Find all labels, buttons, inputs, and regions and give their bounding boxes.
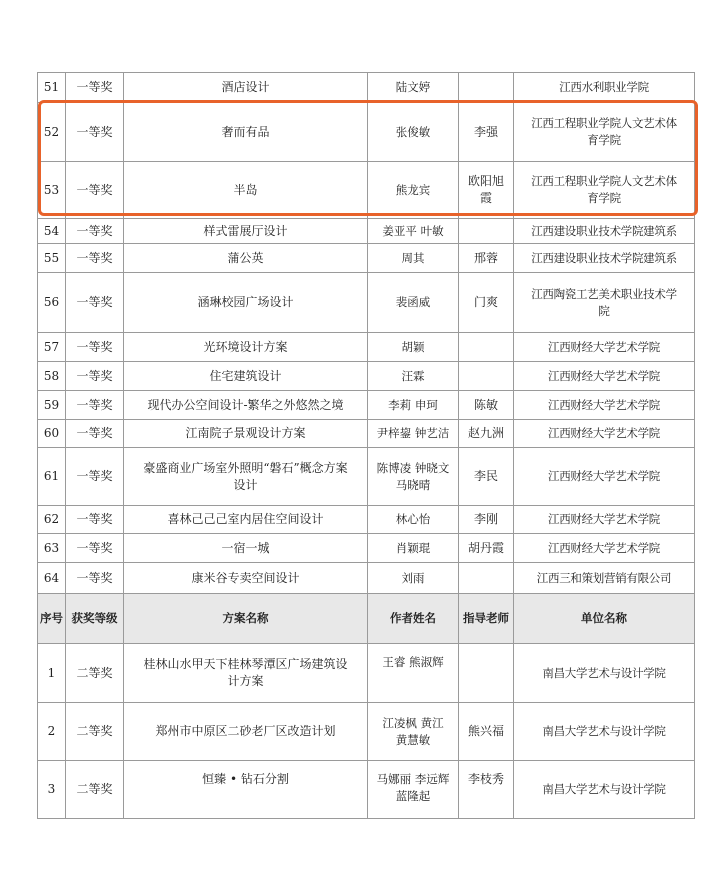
cell-index: 55 [38,244,66,273]
cell-index: 64 [38,563,66,594]
cell-project: 江南院子景观设计方案 [124,420,368,448]
cell-advisor: 熊兴福 [459,703,514,761]
table-row [38,103,695,162]
table-row [38,244,695,273]
cell-project: 桂林山水甲天下桂林琴潭区广场建筑设 计方案 [124,644,368,703]
cell-author: 汪霖 [368,362,459,391]
cell-index: 51 [38,73,66,103]
cell-org: 江西建设职业技术学院建筑系 [514,219,695,244]
cell-author: 李莉 申珂 [368,391,459,420]
cell-advisor: 赵九洲 [459,420,514,448]
cell-advisor [459,73,514,103]
header-project: 方案名称 [124,594,368,644]
cell-level: 一等奖 [66,420,124,448]
cell-org: 南昌大学艺术与设计学院 [514,644,695,703]
cell-advisor: 李刚 [459,506,514,534]
cell-level: 一等奖 [66,534,124,563]
cell-org: 江西财经大学艺术学院 [514,391,695,420]
header-index: 序号 [38,594,66,644]
table-row [38,333,695,362]
cell-index: 57 [38,333,66,362]
cell-project: 恒臻 • 钻石分割 [124,761,368,819]
cell-project: 康米谷专卖空间设计 [124,563,368,594]
table-row [38,563,695,594]
table-row [38,362,695,391]
cell-org: 江西建设职业技术学院建筑系 [514,244,695,273]
cell-project: 酒店设计 [124,73,368,103]
cell-org: 江西财经大学艺术学院 [514,420,695,448]
table-row [38,506,695,534]
cell-project: 现代办公空间设计-繁华之外悠然之境 [124,391,368,420]
cell-level: 一等奖 [66,506,124,534]
table-row [38,644,695,703]
cell-org: 江西财经大学艺术学院 [514,448,695,506]
cell-advisor: 胡丹霞 [459,534,514,563]
cell-advisor [459,362,514,391]
cell-project: 喜林己己己室内居住空间设计 [124,506,368,534]
cell-level: 一等奖 [66,273,124,333]
cell-level: 一等奖 [66,162,124,219]
cell-index: 54 [38,219,66,244]
cell-author: 江凌枫 黄江 黄慧敏 [368,703,459,761]
cell-org: 江西工程职业学院人文艺术体 育学院 [514,162,695,219]
table-header-row [38,594,695,644]
cell-advisor [459,563,514,594]
table-header-group [38,594,695,644]
cell-advisor: 门爽 [459,273,514,333]
cell-level: 一等奖 [66,333,124,362]
cell-level: 一等奖 [66,219,124,244]
cell-org: 江西三和策划营销有限公司 [514,563,695,594]
cell-level: 一等奖 [66,73,124,103]
table-row [38,273,695,333]
header-author: 作者姓名 [368,594,459,644]
cell-org: 南昌大学艺术与设计学院 [514,703,695,761]
cell-level: 二等奖 [66,644,124,703]
cell-project: 蒲公英 [124,244,368,273]
cell-level: 二等奖 [66,703,124,761]
cell-org: 南昌大学艺术与设计学院 [514,761,695,819]
cell-level: 一等奖 [66,103,124,162]
cell-advisor [459,333,514,362]
table-row [38,162,695,219]
cell-author: 林心怡 [368,506,459,534]
header-org: 单位名称 [514,594,695,644]
cell-project: 一宿一城 [124,534,368,563]
cell-project: 光环境设计方案 [124,333,368,362]
cell-index: 56 [38,273,66,333]
cell-author: 陆文婷 [368,73,459,103]
cell-org: 江西财经大学艺术学院 [514,333,695,362]
cell-index: 2 [38,703,66,761]
cell-project: 样式雷展厅设计 [124,219,368,244]
table-row [38,73,695,103]
table-row [38,534,695,563]
cell-index: 59 [38,391,66,420]
cell-author: 裴函威 [368,273,459,333]
cell-level: 一等奖 [66,448,124,506]
table-row [38,420,695,448]
table-row [38,761,695,819]
cell-index: 1 [38,644,66,703]
cell-index: 53 [38,162,66,219]
awards-table [37,72,695,819]
cell-advisor: 欧阳旭 霞 [459,162,514,219]
header-level: 获奖等级 [66,594,124,644]
cell-author: 张俊敏 [368,103,459,162]
cell-author: 胡颖 [368,333,459,362]
cell-author: 马娜丽 李远辉 蓝隆起 [368,761,459,819]
cell-author: 王睿 熊淑辉 [368,644,459,703]
cell-author: 周其 [368,244,459,273]
cell-project: 奢而有品 [124,103,368,162]
cell-index: 52 [38,103,66,162]
cell-project: 郑州市中原区二砂老厂区改造计划 [124,703,368,761]
cell-advisor: 李强 [459,103,514,162]
cell-author: 尹梓鋆 钟艺洁 [368,420,459,448]
cell-level: 一等奖 [66,391,124,420]
cell-level: 一等奖 [66,362,124,391]
table-row [38,703,695,761]
cell-index: 61 [38,448,66,506]
cell-index: 58 [38,362,66,391]
cell-index: 63 [38,534,66,563]
cell-level: 一等奖 [66,563,124,594]
cell-advisor: 李民 [459,448,514,506]
header-advisor: 指导老师 [459,594,514,644]
cell-level: 一等奖 [66,244,124,273]
cell-org: 江西工程职业学院人文艺术体 育学院 [514,103,695,162]
cell-author: 姜亚平 叶敏 [368,219,459,244]
cell-author: 肖颖琨 [368,534,459,563]
cell-advisor: 李枝秀 [459,761,514,819]
cell-project: 豪盛商业广场室外照明“磐石”概念方案 设计 [124,448,368,506]
first-prize-rows [38,73,695,594]
cell-level: 二等奖 [66,761,124,819]
cell-advisor: 陈敏 [459,391,514,420]
cell-org: 江西财经大学艺术学院 [514,362,695,391]
cell-index: 62 [38,506,66,534]
cell-org: 江西财经大学艺术学院 [514,506,695,534]
cell-project: 住宅建筑设计 [124,362,368,391]
cell-project: 半岛 [124,162,368,219]
cell-author: 陈博凌 钟晓文 马晓晴 [368,448,459,506]
cell-project: 涵琳校园广场设计 [124,273,368,333]
table-row [38,448,695,506]
cell-org: 江西陶瓷工艺美术职业技术学 院 [514,273,695,333]
cell-author: 刘雨 [368,563,459,594]
second-prize-rows [38,644,695,819]
cell-index: 3 [38,761,66,819]
cell-advisor [459,644,514,703]
table-row [38,219,695,244]
cell-org: 江西财经大学艺术学院 [514,534,695,563]
table-row [38,391,695,420]
cell-advisor [459,219,514,244]
cell-index: 60 [38,420,66,448]
cell-advisor: 邢蓉 [459,244,514,273]
cell-org: 江西水利职业学院 [514,73,695,103]
cell-author: 熊龙宾 [368,162,459,219]
